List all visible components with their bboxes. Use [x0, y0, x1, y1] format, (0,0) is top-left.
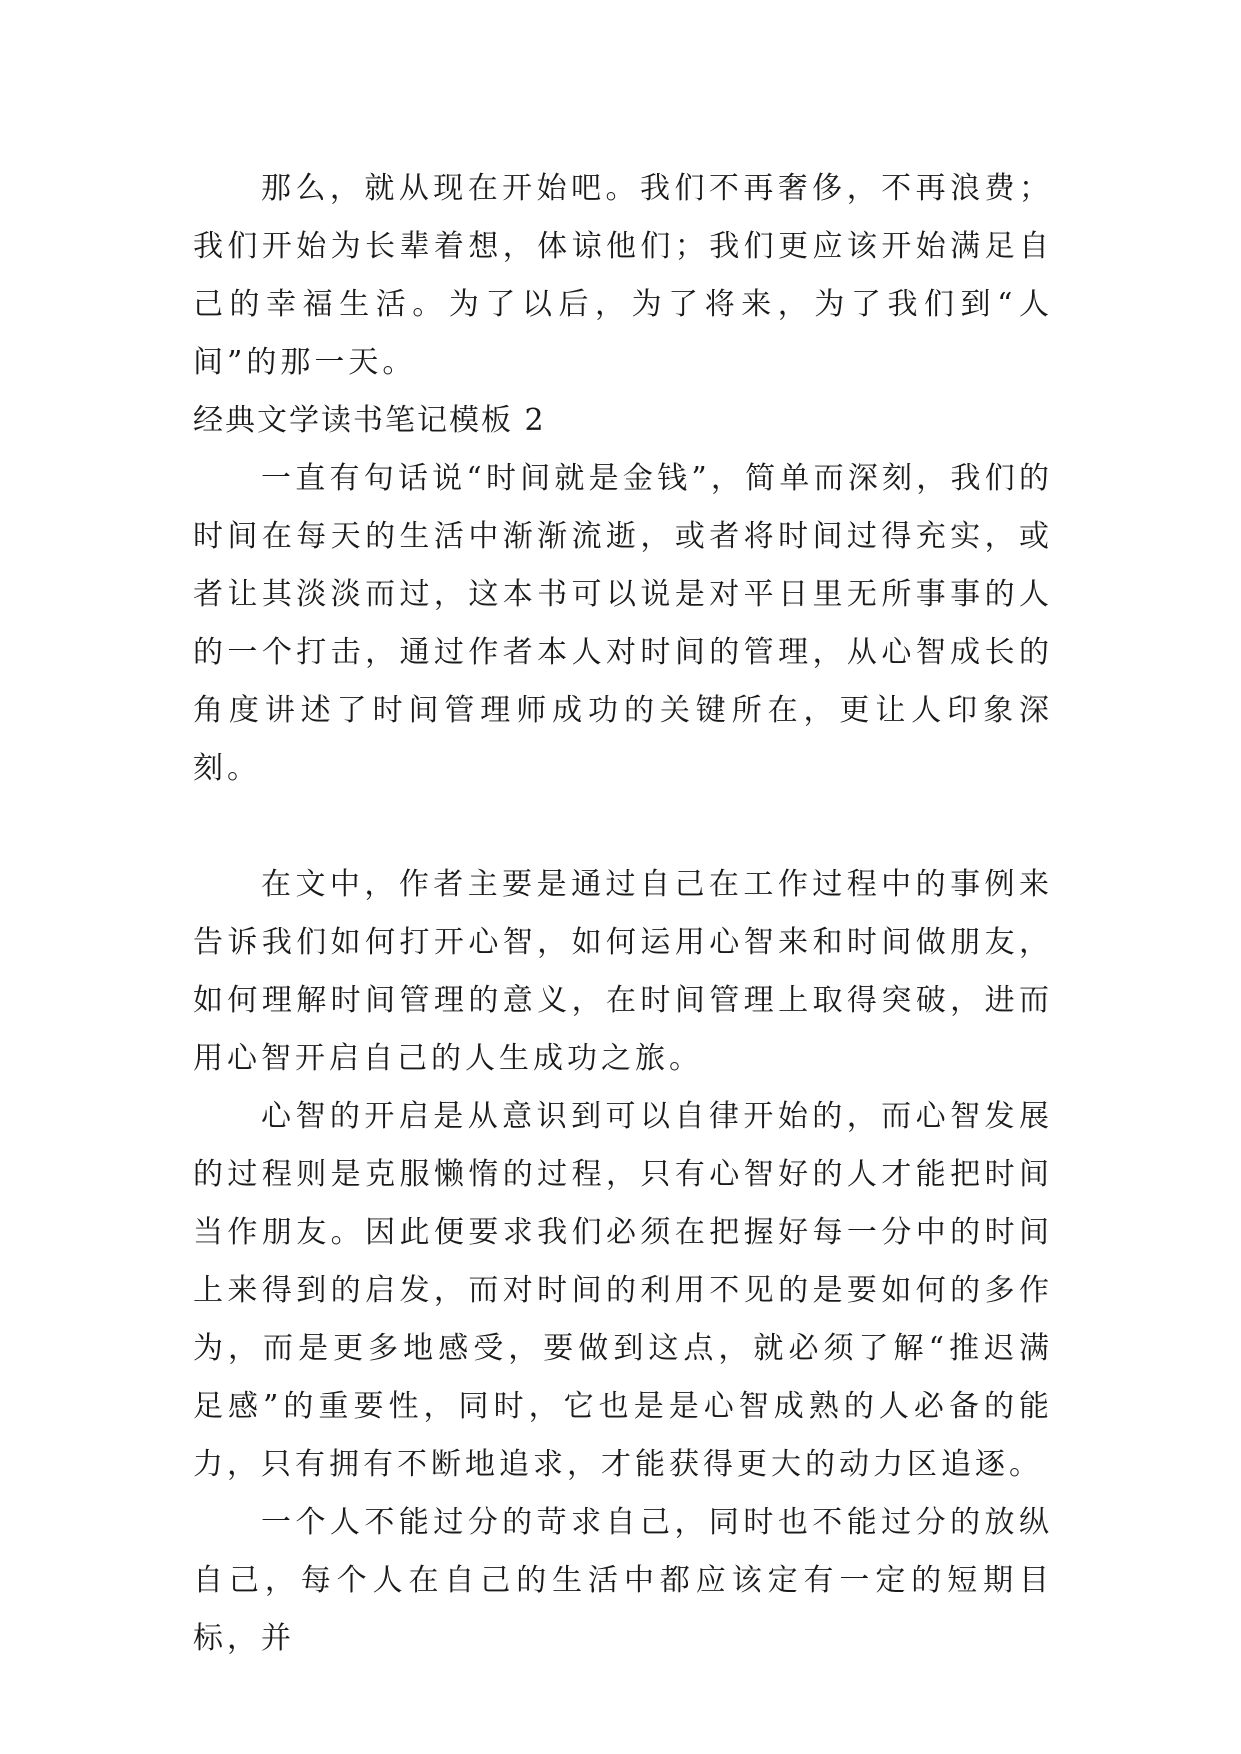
paragraph-5: 一个人不能过分的苛求自己，同时也不能过分的放纵自己，每个人在自己的生活中都应该定有一定的短期目标，并 [193, 1505, 1053, 1656]
paragraph-3: 在文中，作者主要是通过自己在工作过程中的事例来告诉我们如何打开心智，如何运用心智来和时间做朋友，如何理解时间管理的意义，在时间管理上取得突破，进而用心智开启自己的人生成功之旅。 [193, 867, 1053, 1076]
paragraph-4: 心智的开启是从意识到可以自律开始的，而心智发展的过程则是克服懒惰的过程，只有心智好的人才能把时间当作朋友。因此便要求我们必须在把握好每一分中的时间上来得到的启发，而对时间的利用不见的是要如何的多作为，而是更多地感受，要做到这点，就必须了解“推迟满足感”的重要性，同时，它也是是心智成熟的人必备的能力，只有拥有不断地追求，才能获得更大的动力区追逐。 [193, 1099, 1053, 1482]
paragraph-2: 一直有句话说“时间就是金钱”，简单而深刻，我们的时间在每天的生活中渐渐流逝，或者将时间过得充实，或者让其淡淡而过，这本书可以说是对平日里无所事事的人的一个打击，通过作者本人对时间的管理，从心智成长的角度讲述了时间管理师成功的关键所在，更让人印象深刻。 [193, 461, 1053, 786]
blank-line [193, 798, 1053, 856]
section-heading: 经典文学读书笔记模板 2 [193, 403, 546, 438]
document-body [193, 160, 1053, 1668]
paragraph-1: 那么，就从现在开始吧。我们不再奢侈，不再浪费；我们开始为长辈着想，体谅他们；我们更应该开始满足自己的幸福生活。为了以后，为了将来，为了我们到“人间”的那一天。 [193, 171, 1053, 380]
